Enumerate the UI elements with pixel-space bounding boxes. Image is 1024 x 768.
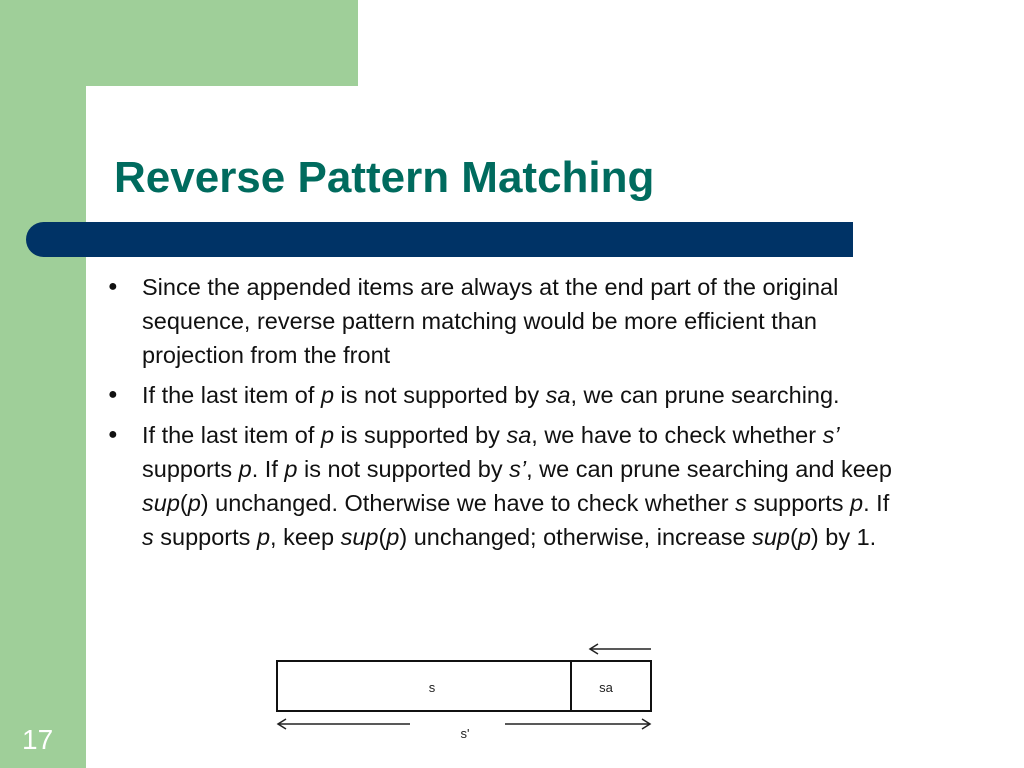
italic-term: p	[284, 456, 298, 482]
top-green-band	[0, 0, 358, 86]
italic-term: sa	[545, 382, 571, 408]
text-run: . If	[863, 490, 890, 516]
text-run: ) unchanged. Otherwise we have to check whether	[200, 490, 736, 516]
italic-term: s	[142, 524, 154, 550]
bullet-text	[142, 382, 840, 408]
bullet-dot-icon: ●	[108, 386, 118, 403]
text-run: supports	[142, 456, 239, 482]
bullet-dot-icon: ●	[108, 278, 118, 295]
bullet-item	[104, 418, 904, 554]
italic-term: s’	[822, 422, 840, 448]
italic-term: sup	[142, 490, 180, 516]
text-run: (	[789, 524, 798, 550]
text-run: (	[378, 524, 387, 550]
text-run: is not supported by	[334, 382, 546, 408]
italic-term: p	[320, 382, 335, 408]
italic-term: p	[386, 524, 400, 550]
text-run: . If	[251, 456, 285, 482]
bullet-text	[142, 422, 892, 550]
reverse-arrow-icon	[590, 644, 651, 654]
italic-term: p	[850, 490, 864, 516]
text-run: (	[179, 490, 188, 516]
text-run: ) by 1.	[810, 524, 877, 550]
title-underline-bar	[26, 222, 853, 257]
italic-term: sup	[340, 524, 379, 550]
italic-term: p	[320, 422, 335, 448]
italic-term: s	[735, 490, 747, 516]
page-number: 17	[22, 724, 54, 755]
left-green-band	[0, 0, 86, 768]
text-run: supports	[746, 490, 851, 516]
bullet-item	[104, 378, 904, 412]
italic-term: sa	[506, 422, 532, 448]
italic-term: p	[187, 490, 201, 516]
text-run: supports	[153, 524, 257, 550]
bullet-item	[104, 270, 904, 372]
box-sa-label: sa	[599, 680, 613, 695]
italic-term: s’	[509, 456, 527, 482]
italic-term: p	[238, 456, 252, 482]
text-run: , we can prune searching and keep	[526, 456, 892, 482]
text-run: If the last item of	[142, 382, 321, 408]
text-run: ) unchanged; otherwise, increase	[399, 524, 753, 550]
slide-title: Reverse Pattern Matching	[114, 153, 655, 202]
italic-term: p	[797, 524, 811, 550]
span-s-prime-label: s'	[460, 726, 470, 741]
sequence-box-s	[277, 661, 571, 711]
italic-term: p	[256, 524, 271, 550]
sequence-diagram	[270, 636, 660, 768]
text-run: , we can prune searching.	[570, 382, 840, 408]
box-s-label: s	[428, 680, 436, 695]
text-run: If the last item of	[142, 422, 321, 448]
text-run: , keep	[270, 524, 341, 550]
bullet-text	[142, 274, 838, 368]
text-run: Since the appended items are always at the end part of the original sequence, reverse pattern matching would be more efficient than projection from the front	[142, 274, 839, 368]
bullet-list	[104, 270, 904, 560]
text-run: is not supported by	[297, 456, 510, 482]
italic-term: sup	[752, 524, 790, 550]
bullet-dot-icon: ●	[108, 426, 118, 443]
text-run: is supported by	[334, 422, 507, 448]
text-run: , we have to check whether	[531, 422, 823, 448]
